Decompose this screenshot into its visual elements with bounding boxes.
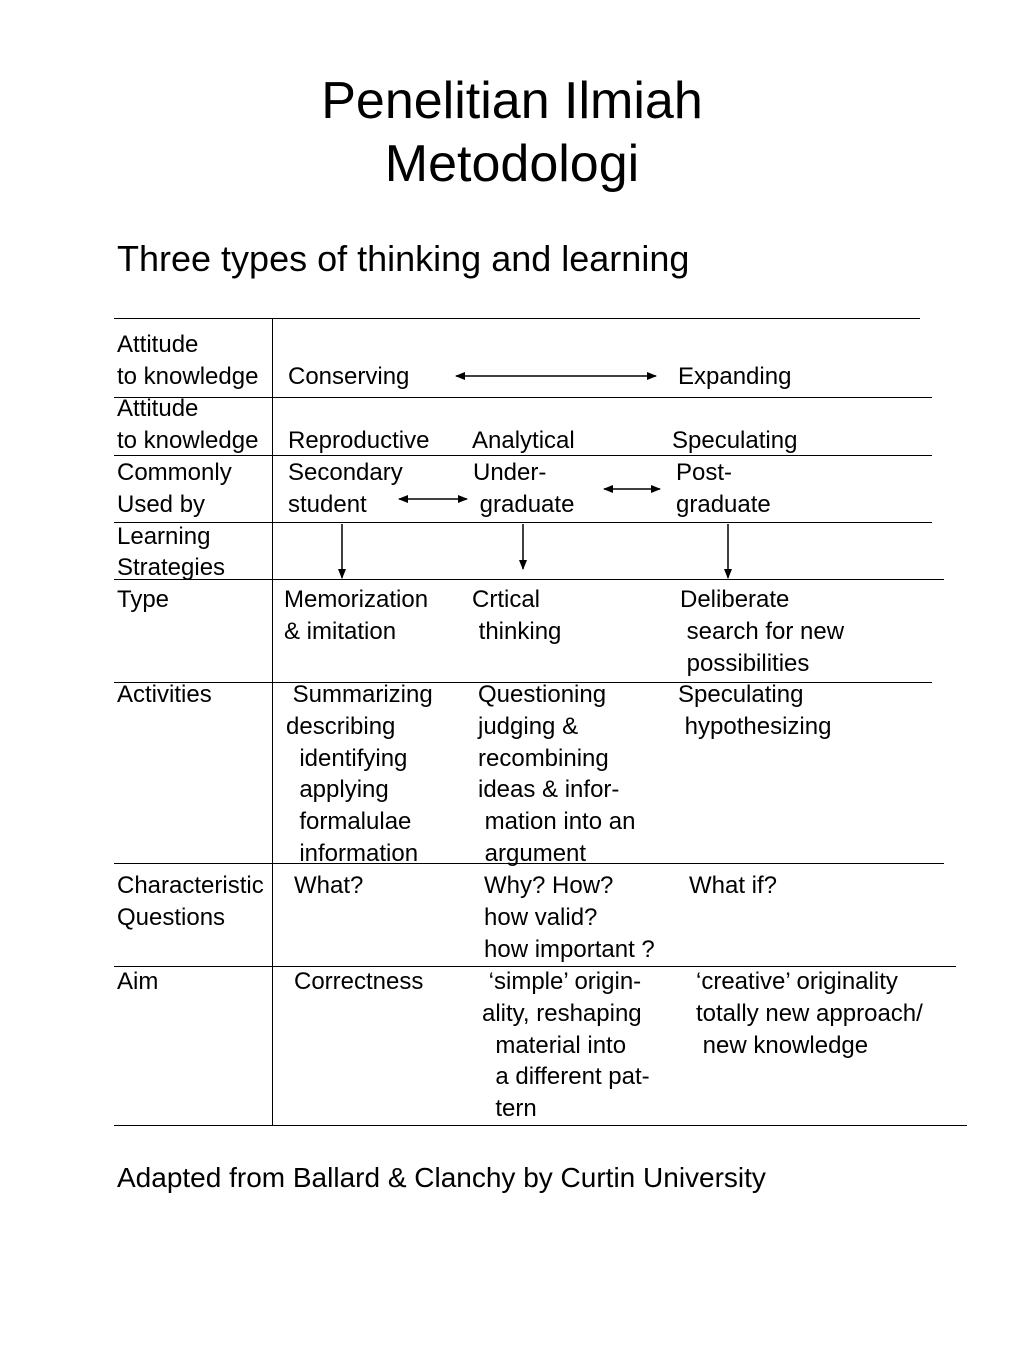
source-citation: Adapted from Ballard & Clanchy by Curtin University [117, 1162, 766, 1193]
cell-analytical: Analytical [472, 427, 575, 454]
page-title-line-1: Penelitian Ilmiah [321, 72, 703, 130]
cell-expanding: Expanding [678, 363, 792, 390]
row-label-attitude-types: Attitude to knowledge [117, 395, 259, 454]
cell-conserving: Conserving [288, 363, 410, 390]
cell-deliberate-search: Deliberate search for new possibilities [680, 586, 845, 677]
cell-secondary-student: Secondary student [288, 459, 403, 518]
cell-postgraduate: Post- graduate [676, 459, 771, 518]
subtitle: Three types of thinking and learning [117, 238, 690, 279]
row-label-commonly-used-by: Commonly Used by [117, 459, 232, 518]
cell-reproductive: Reproductive [288, 427, 430, 454]
cell-question-what: What? [294, 872, 364, 899]
cell-activities-reproductive: Summarizing describing identifying applying formalulae information [286, 681, 433, 867]
cell-critical-thinking: Crtical thinking [472, 586, 562, 645]
cell-aim-creative-originality: ‘creative’ originality totally new approach/ new knowledge [696, 968, 923, 1059]
cell-question-what-if: What if? [689, 872, 778, 899]
page-title-line-2: Metodologi [384, 135, 640, 193]
row-label-activities: Activities [117, 681, 212, 708]
row-label-characteristic-questions: Characteristic Questions [117, 872, 264, 931]
cell-speculating: Speculating [672, 427, 798, 454]
cell-activities-speculating: Speculating hypothesizing [678, 681, 832, 740]
row-label-attitude-conserving-expanding: Attitude to knowledge [117, 331, 259, 390]
cell-question-why-how: Why? How? how valid? how important ? [484, 872, 655, 963]
row-label-aim: Aim [117, 968, 159, 995]
row-label-learning-strategies: Learning Strategies [117, 523, 226, 581]
cell-activities-analytical: Questioning judging & recombining ideas & infor- mation into an argument [478, 681, 636, 867]
cell-memorization: Memorization & imitation [284, 586, 429, 645]
cell-undergraduate: Under- graduate [473, 459, 575, 518]
row-label-type: Type [117, 586, 170, 613]
cell-aim-simple-originality: ‘simple’ origin- ality, reshaping material into a different pat- tern [482, 968, 650, 1123]
cell-aim-correctness: Correctness [294, 968, 424, 995]
